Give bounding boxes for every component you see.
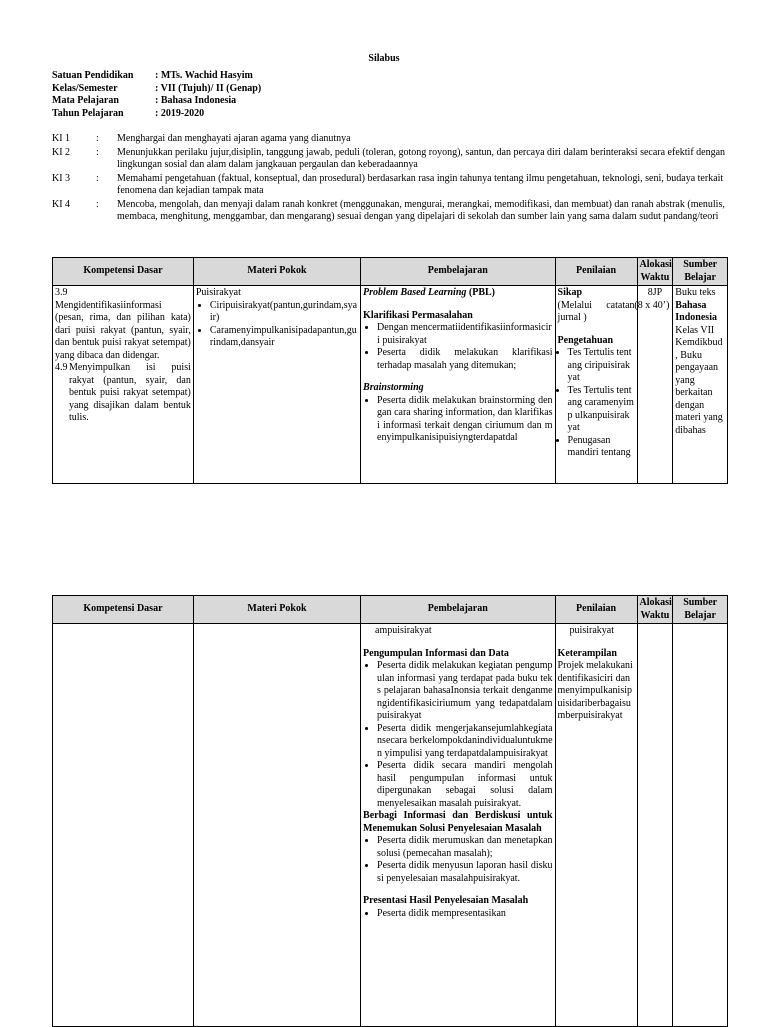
materi-cell: Puisirakyat • Ciripuisirakyat(pantun,gurindam,syair) • Caramenyimpulkanisipadapantun,gurindam,dansyair xyxy=(193,286,360,484)
list-item: • Peserta didik melakukan kegiatan pengumpulan informasi yang terdapat pada buku teks pelajaran bahasaInonsia terkait denganmengidentifikasiciriumum yang tedapatdalampuisirakyat xyxy=(377,660,553,723)
list-item: • Peserta didik melakukan brainstorming dengan cara sharing information, dan klarifikasi informasi terkait dengan ciriumum dan menyimpulkanisipuisiyngterdapatdal xyxy=(377,395,553,445)
table-row xyxy=(53,286,728,484)
meta-row: Satuan Pendidikan : MTs. Wachid Hasyim xyxy=(52,70,253,81)
meta-row: Kelas/Semester : VII (Tujuh)/ II (Genap) xyxy=(52,82,262,94)
syllabus-table-1 xyxy=(52,257,728,484)
sumber-cell xyxy=(673,624,728,1027)
list-item: • Caramenyimpulkanisipadapantun,gurindam,dansyair xyxy=(210,325,358,350)
header-kd: Kompetensi Dasar xyxy=(53,596,194,624)
list-item: • Peserta didik secara mandiri mengolah hasil pengumpulan informasi untuk dipergunakan sebagai solusi dalam menyelesaikan masalah puisirakyat. xyxy=(377,760,553,810)
header-alokasi: Alokasi Waktu xyxy=(637,596,673,624)
kd-cell: 3.9 Mengidentifikasiinformasi (pesan, rima, dan pilihan kata) dari puisi rakyat (pantun, syair, dan bentuk puisi rakyat setempat) yang dibaca dan didengar. 4.9 Menyimpulkan isi puisi rakyat (pantun, syair, dan bentuk puisi rakyat setempat) yang disajikan dalam bentuk tulis. xyxy=(53,286,194,484)
header-materi: Materi Pokok xyxy=(193,258,360,286)
header-penilaian: Penilaian xyxy=(555,596,637,624)
list-item: • Tes Tertulis tentang ciripuisirakyat xyxy=(568,347,635,385)
list-item: • Ciripuisirakyat(pantun,gurindam,syair) xyxy=(210,300,358,325)
ki-item: KI 4 : Mencoba, mengolah, dan menyaji dalam ranah konkret (menggunakan, mengurai, merangkai, memodifikasi, dan membuat) dan ranah abstrak (menulis, membaca, menghitung, menggambar, dan mengarang) sesuai dengan yang dipelajari di sekolah dan sumber lain yang sama dalam sudut pandang/teori xyxy=(52,198,725,222)
alokasi-cell xyxy=(637,624,673,1027)
list-item: • Tes Tertulis tentang caramenyimp ulkanpuisirak yat xyxy=(568,385,635,435)
header-penilaian: Penilaian xyxy=(555,258,637,286)
header-pembelajaran: Pembelajaran xyxy=(361,258,556,286)
header-sumber: Sumber Belajar xyxy=(673,258,728,286)
meta-row: Tahun Pelajaran : 2019-2020 xyxy=(52,107,205,119)
list-item: • Peserta didik menyusun laporan hasil diskusi penyelesaian masalahpuisirakyat. xyxy=(377,860,553,885)
header-pembelajaran: Pembelajaran xyxy=(361,596,556,624)
meta-row: Mata Pelajaran : Bahasa Indonesia xyxy=(52,95,237,106)
pembelajaran-cell: ampuisirakyat Pengumpulan Informasi dan Data • Peserta didik melakukan kegiatan pengumpulan informasi yang terdapat pada buku teks pelajaran bahasaInonsia terkait denganmengidentifikasiciriumum yang tedapatdalampuisirakyat • Peserta didik mengerjakansejumlahkegiatansecara berkelompokdanindividualuntukmen yimpulisi yang terdapatdalampuisirakyat • Peserta didik secara mandiri mengolah hasil pengumpulan informasi untuk dipergunakan sebagai solusi dalam menyelesaikan masalah puisirakyat. Berbagi Informasi dan Berdiskusi untuk Menemukan Solusi Penyelesaian Masalah • Peserta didik merumuskan dan menetapkan solusi (pemecahan masalah); • Peserta didik menyusun laporan hasil diskusi penyelesaian masalahpuisirakyat. Presentasi Hasil Penyelesaian Masalah • Peserta didik mempresentasikan xyxy=(361,624,556,1027)
alokasi-cell: 8JP (8 x 40’) xyxy=(637,286,673,484)
list-item: • Penugasan mandiri tentang xyxy=(568,435,635,460)
table-header-row xyxy=(53,258,728,286)
header-materi: Materi Pokok xyxy=(193,596,360,624)
penilaian-cell: Sikap (Melalui catatan jurnal ) Pengetahuan • Tes Tertulis tentang ciripuisirakyat • Tes Tertulis tentang caramenyimp ulkanpuisirak yat • Penugasan mandiri tentang xyxy=(555,286,637,484)
list-item: • Peserta didik melakukan klarifikasi terhadap masalah yang ditemukan; xyxy=(377,347,553,372)
penilaian-cell: puisirakyat Keterampilan Projek melakukanidentifikasiciri dan menyimpulkanisipuisidariberbagaisumberpuisirakyat xyxy=(555,624,637,1027)
table-header-row xyxy=(53,596,728,624)
list-item: • Peserta didik mempresentasikan xyxy=(377,908,553,921)
list-item: • Dengan mencermatiidentifikasiinformasiciri puisirakyat xyxy=(377,322,553,347)
header-sumber: Sumber Belajar xyxy=(673,596,728,624)
sumber-cell: Buku teks Bahasa Indonesia Kelas VII Kemdikbud , Buku pengayaan yang berkaitan dengan materi yang dibahas xyxy=(673,286,728,484)
ki-item: KI 3 : Memahami pengetahuan (faktual, konseptual, dan prosedural) berdasarkan rasa ingin tahunya tentang ilmu pengetahuan, teknologi, seni, budaya terkait fenomena dan kejadian tampak mata xyxy=(52,172,724,196)
table-row xyxy=(53,624,728,1027)
ki-list xyxy=(52,133,732,225)
header-alokasi: Alokasi Waktu xyxy=(637,258,673,286)
kd-cell xyxy=(53,624,194,1027)
list-item: • Peserta didik mengerjakansejumlahkegiatansecara berkelompokdanindividualuntukmen yimpulisi yang terdapatdalampuisirakyat xyxy=(377,723,553,761)
ki-item: KI 2 : Menunjukkan perilaku jujur,disiplin, tanggung jawab, peduli (toleran, gotong royong), santun, dan percaya diri dalam berinteraksi secara efektif dengan lingkungan sosial dan alam dalam jangkauan pergaulan dan keberadaannya xyxy=(52,146,726,170)
ki-item: KI 1 : Menghargai dan menghayati ajaran agama yang dianutnya xyxy=(52,133,351,144)
page-title: Silabus xyxy=(368,53,400,64)
header-kd: Kompetensi Dasar xyxy=(53,258,194,286)
syllabus-table-2 xyxy=(52,595,728,1027)
pembelajaran-cell: Problem Based Learning (PBL) Klarifikasi Permasalahan • Dengan mencermatiidentifikasiinformasiciri puisirakyat • Peserta didik melakukan klarifikasi terhadap masalah yang ditemukan; Brainstorming • Peserta didik melakukan brainstorming dengan cara sharing information, dan klarifikasi informasi terkait dengan ciriumum dan menyimpulkanisipuisiyngterdapatdal xyxy=(361,286,556,484)
materi-list xyxy=(196,300,358,350)
document-meta xyxy=(52,70,261,120)
materi-cell xyxy=(193,624,360,1027)
list-item: • Peserta didik merumuskan dan menetapkan solusi (pemecahan masalah); xyxy=(377,835,553,860)
